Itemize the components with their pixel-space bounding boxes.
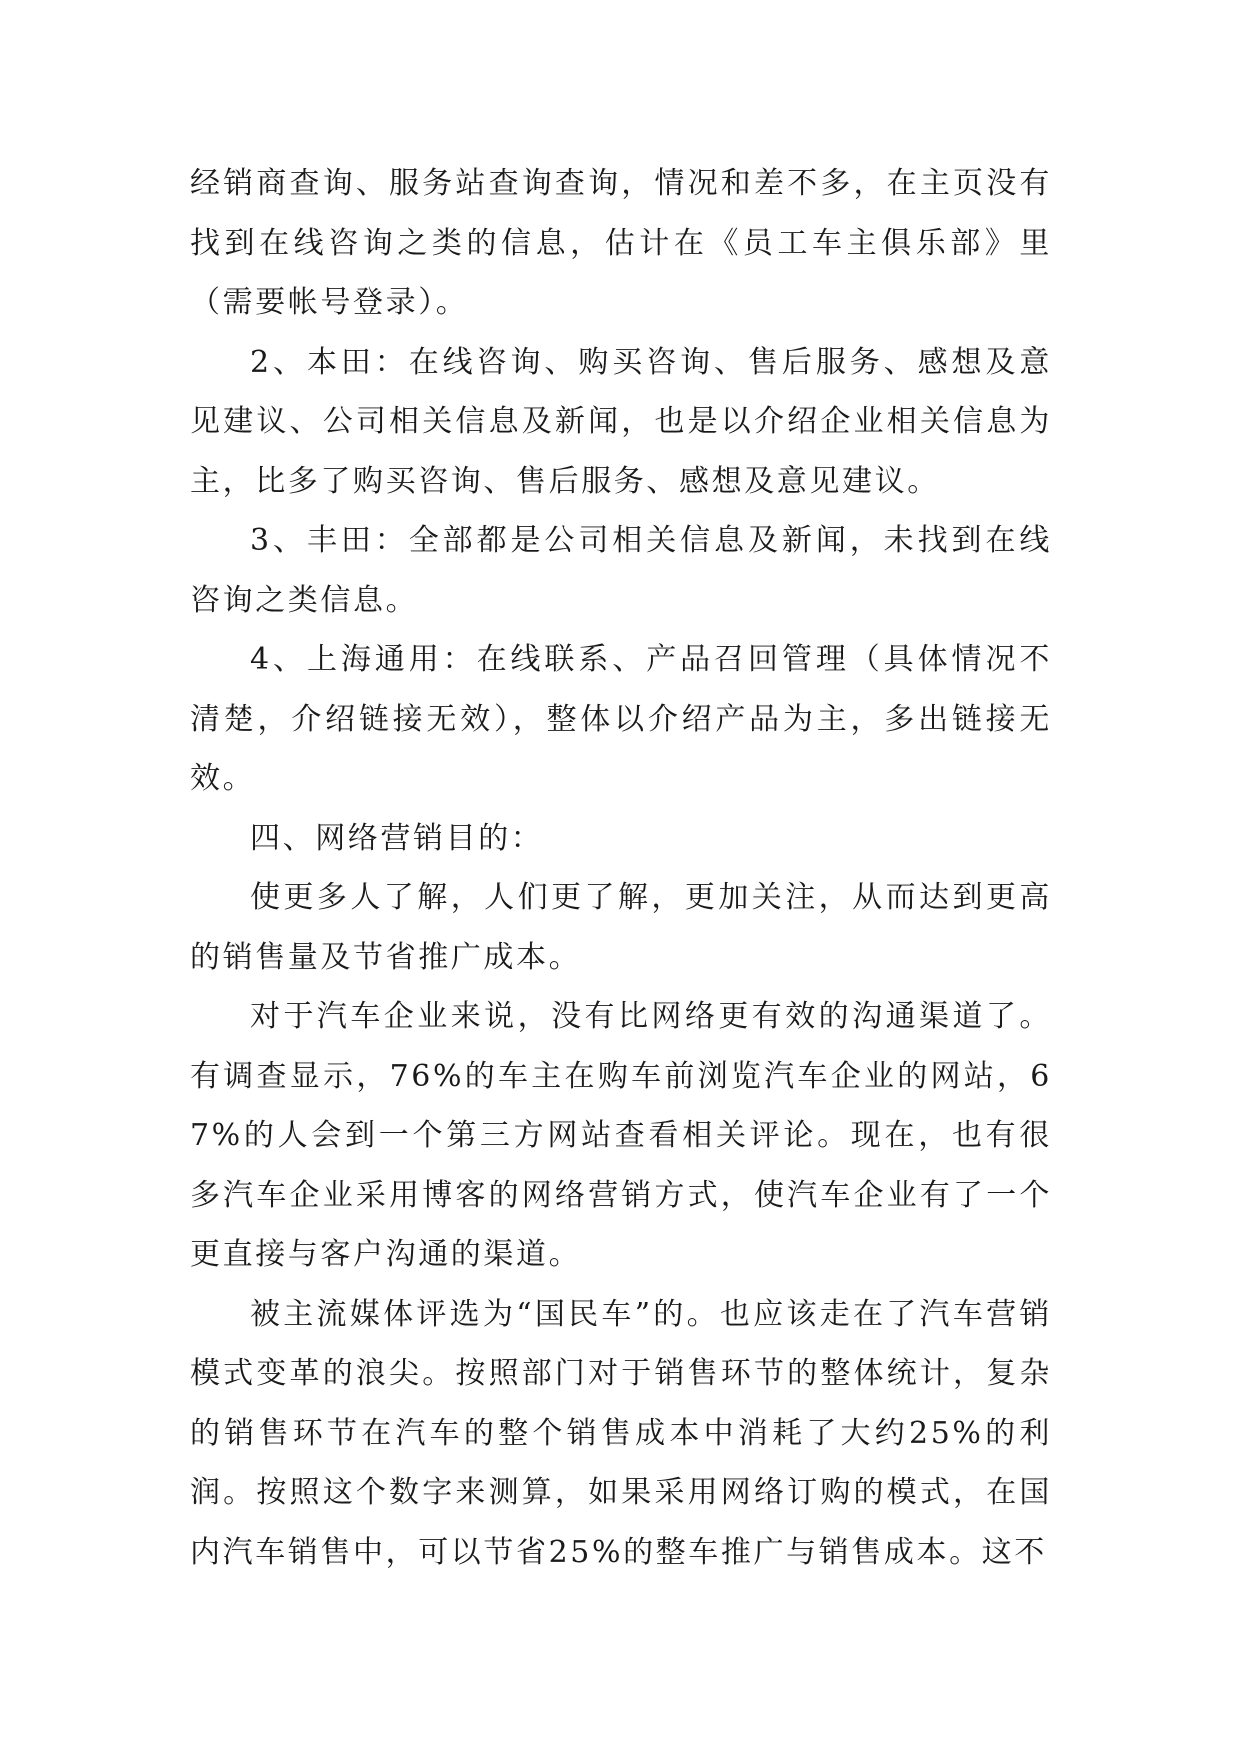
- document-body: [190, 154, 1052, 1582]
- paragraph-goal: 使更多人了解，人们更了解，更加关注，从而达到更高的销售量及节省推广成本。: [190, 880, 1052, 975]
- paragraph-honda: 2、本田：在线咨询、购买咨询、售后服务、感想及意见建议、公司相关信息及新闻，也是以介绍企业相关信息为主，比多了购买咨询、售后服务、感想及意见建议。: [190, 344, 1052, 499]
- paragraph-toyota: 3、丰田：全部都是公司相关信息及新闻，未找到在线咨询之类信息。: [190, 523, 1052, 618]
- paragraph-shanghai-gm: 4、上海通用：在线联系、产品召回管理（具体情况不清楚，介绍链接无效），整体以介绍产品为主，多出链接无效。: [190, 642, 1052, 796]
- section-heading-marketing-goal: 四、网络营销目的：: [250, 820, 544, 856]
- paragraph-national-car: 被主流媒体评选为“国民车”的。也应该走在了汽车营销模式变革的浪尖。按照部门对于销售环节的整体统计，复杂的销售环节在汽车的整个销售成本中消耗了大约25%的利润。按照这个数字来测算，如果采用网络订购的模式，在国内汽车销售中，可以节省25%的整车推广与销售成本。这不: [190, 1296, 1052, 1570]
- paragraph-dealer-query: 经销商查询、服务站查询查询，情况和差不多，在主页没有找到在线咨询之类的信息，估计在《员工车主俱乐部》里（需要帐号登录）。: [190, 166, 1052, 320]
- paragraph-network-channel: 对于汽车企业来说，没有比网络更有效的沟通渠道了。有调查显示，76%的车主在购车前浏览汽车企业的网站，67%的人会到一个第三方网站查看相关评论。现在，也有很多汽车企业采用博客的网络营销方式，使汽车企业有了一个更直接与客户沟通的渠道。: [190, 999, 1052, 1272]
